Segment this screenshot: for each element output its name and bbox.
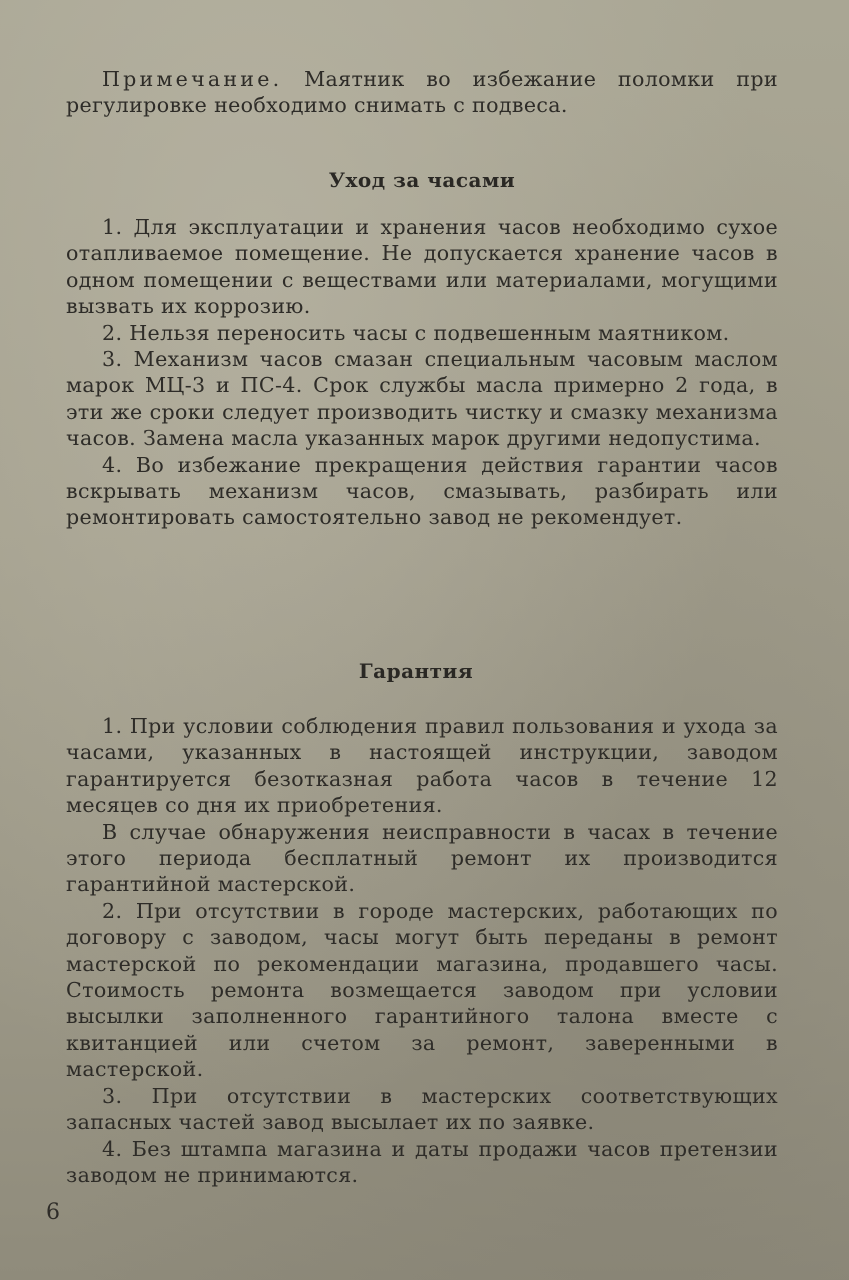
care-paragraph-2: 2. Нельзя переносить часы с подвешенным маятником.: [102, 320, 730, 345]
care-paragraph-4: 4. Во избежание прекращения действия гарантии часов вскрывать механизм часов, смазывать, разбирать или ремонтировать самостоятельно завод не рекомендует.: [66, 452, 778, 530]
warranty-paragraph-3: 2. При отсутствии в городе мастерских, работающих по договору с заводом, часы могут быть переданы в ремонт мастерской по рекомендации магазина, продавшего часы. Стоимость ремонта возмещается заводом при условии высылки заполненного гарантийного талона вместе с квитанцией или счетом за ремонт, заверенными в мастерской.: [66, 898, 778, 1082]
page-number: 6: [46, 1200, 60, 1225]
warranty-section: [66, 713, 778, 1188]
care-paragraph-1: 1. Для эксплуатации и хранения часов необходимо сухое отапливаемое помещение. Не допускается хранение часов в одном помещении с веществами или материалами, могущими вызвать их коррозию.: [66, 215, 778, 319]
note-label: Примечание.: [102, 67, 283, 91]
care-section: [66, 214, 778, 531]
note-paragraph: [66, 66, 778, 119]
warranty-paragraph-4: 3. При отсутствии в мастерских соответствующих запасных частей завод высылает их по заявке.: [66, 1083, 778, 1135]
care-heading: Уход за часами: [328, 168, 516, 192]
warranty-heading: Гарантия: [358, 659, 474, 683]
care-paragraph-3: 3. Механизм часов смазан специальным часовым маслом марок МЦ-3 и ПС-4. Срок службы масла примерно 2 года, в эти же сроки следует производить чистку и смазку механизма часов. Замена масла указанных марок другими недопустима.: [66, 347, 778, 451]
warranty-paragraph-5: 4. Без штампа магазина и даты продажи часов претензии заводом не принимаются.: [66, 1136, 778, 1187]
warranty-paragraph-1: 1. При условии соблюдения правил пользования и ухода за часами, указанных в настоящей инструкции, заводом гарантируется безотказная работа часов в течение 12 месяцев со дня их приобретения.: [66, 714, 778, 818]
note-block: [66, 66, 778, 119]
note-text: Маятник во избежание поломки при регулировке необходимо снимать с подвеса.: [66, 67, 778, 118]
warranty-paragraph-2: В случае обнаружения неисправности в часах в течение этого периода бесплатный ремонт их производится гарантийной мастерской.: [66, 819, 778, 897]
